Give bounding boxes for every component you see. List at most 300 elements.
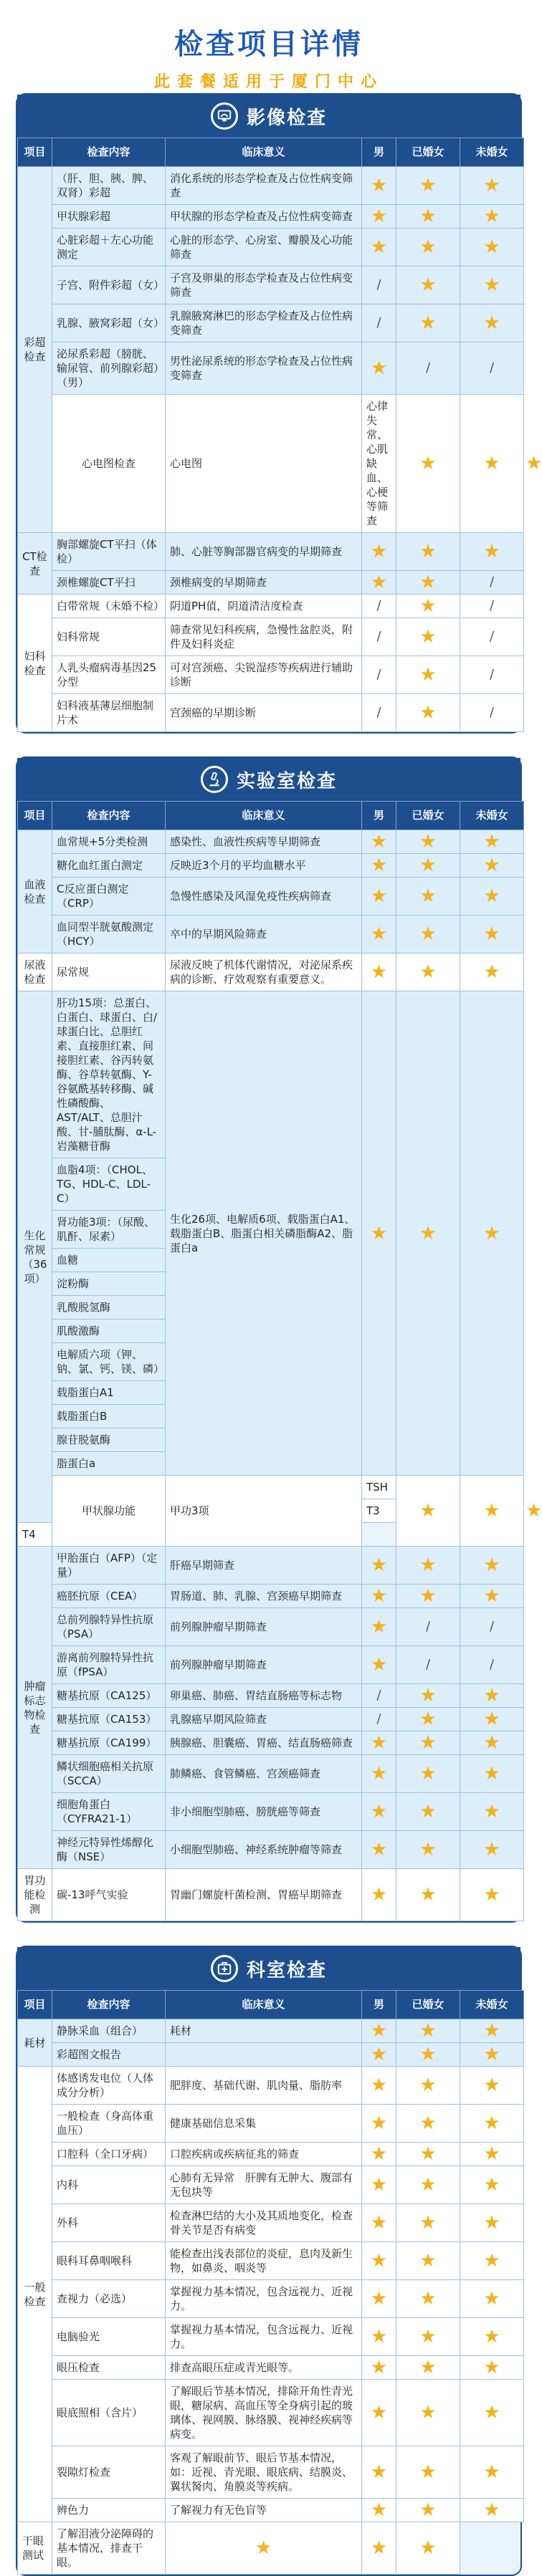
- table-row: [18, 1793, 524, 1831]
- microscope-icon: [201, 766, 228, 793]
- column-header-married-female: 已婚女: [396, 138, 460, 167]
- star-icon: ★: [419, 595, 437, 617]
- star-icon: [362, 915, 396, 953]
- star-icon: [460, 2280, 524, 2318]
- star-icon: [396, 229, 460, 266]
- item-cell: C反应蛋白测定（CRP）: [52, 878, 166, 915]
- item-cell: 载脂蛋白A1: [52, 1381, 166, 1405]
- item-cell: 血同型半胱氨酸测定（HCY）: [52, 915, 166, 953]
- item-cell: 血脂4项：（CHOL、TG、HDL-C、LDL-C）: [52, 1158, 166, 1211]
- star-icon: ★: [483, 923, 500, 945]
- meaning-cell: 急慢性感染及风湿免疫性疾病筛查: [166, 878, 362, 915]
- column-header-meaning: 临床意义: [166, 802, 362, 830]
- meaning-cell: 消化系统的形态学检查及占位性病变筛查: [166, 167, 362, 205]
- star-icon: [396, 618, 460, 656]
- star-icon: [362, 1793, 396, 1831]
- star-icon: ★: [419, 2461, 437, 2483]
- star-icon: ★: [483, 1685, 500, 1706]
- star-icon: [396, 2522, 460, 2575]
- section-title: 影像检查: [246, 107, 327, 129]
- item-cell: 糖基抗原（CA199）: [52, 1731, 166, 1755]
- star-icon: [396, 878, 460, 915]
- star-icon: ★: [370, 1763, 388, 1784]
- star-icon: ★: [370, 2288, 388, 2310]
- not-applicable-mark: /: [489, 598, 495, 613]
- star-icon: ★: [370, 1732, 388, 1754]
- star-icon: [362, 2356, 396, 2380]
- star-icon: [362, 1869, 396, 1921]
- table-row: [18, 1731, 524, 1755]
- star-icon: ★: [419, 1839, 437, 1860]
- column-header-meaning: 临床意义: [166, 138, 362, 167]
- unmarried-cell: [460, 694, 524, 732]
- table-row: [18, 1708, 524, 1731]
- table-row: [18, 2166, 524, 2204]
- star-icon: [362, 2043, 396, 2067]
- star-icon: [396, 2499, 460, 2522]
- star-icon: ★: [419, 702, 437, 724]
- star-icon: ★: [419, 1222, 437, 1244]
- meaning-cell: 乳腺腋窝淋巴的形态学检查及占位性病变筛查: [166, 304, 362, 342]
- star-icon: ★: [370, 1585, 388, 1607]
- meaning-cell: 非小细胞型肺癌、膀胱癌等筛查: [166, 1793, 362, 1831]
- star-icon: ★: [370, 2326, 388, 2347]
- item-cell: 肝功15项：总蛋白、白蛋白、球蛋白、白/球蛋白比、总胆红素、直接胆红素、间接胆红素、谷丙转氨酶、谷草转氨酶、Y-谷氨酰基转移酶、碱性磷酸酶、AST/ALT、总胆汁酸、甘-脯肽酶、α-L-岩藻糖苷酶: [52, 991, 166, 1158]
- star-icon: [362, 2242, 396, 2280]
- section-header: [17, 1947, 520, 1990]
- category-cell: CT检查: [18, 533, 52, 595]
- item-cell: 游离前列腺特异性抗原（fPSA）: [52, 1646, 166, 1684]
- star-icon: [460, 2242, 524, 2280]
- table-row: [18, 618, 524, 656]
- star-icon: [460, 205, 524, 229]
- star-icon: ★: [419, 2143, 437, 2165]
- table-row: [18, 167, 524, 205]
- star-icon: [362, 1547, 396, 1585]
- star-icon: ★: [483, 541, 500, 562]
- star-icon: ★: [483, 1554, 500, 1576]
- meaning-cell: 前列腺肿瘤早期筛查: [166, 1646, 362, 1684]
- star-icon: [460, 266, 524, 304]
- table-row: [18, 2522, 524, 2575]
- item-cell: 碳-13呼气实验: [52, 1869, 166, 1921]
- table-row: [18, 395, 524, 533]
- table-row: [18, 694, 524, 732]
- star-icon: [460, 229, 524, 266]
- star-icon: ★: [370, 2113, 388, 2134]
- star-icon: [460, 1793, 524, 1831]
- star-icon: ★: [370, 1884, 388, 1905]
- not-applicable-mark: /: [489, 705, 495, 720]
- male-cell: [362, 1684, 396, 1708]
- table-row: [18, 2242, 524, 2280]
- star-icon: [460, 854, 524, 878]
- star-icon: [460, 2166, 524, 2204]
- meaning-cell: 感染性、血液性疾病等早期筛查: [166, 830, 362, 854]
- star-icon: [362, 953, 396, 991]
- star-icon: ★: [419, 1585, 437, 1607]
- table-row: [18, 342, 524, 395]
- meaning-cell: 心脏的形态学、心房室、瓣膜及心功能筛查: [166, 229, 362, 266]
- item-cell: 电解质六项（钾、钠、氯、钙、镁、磷）: [52, 1343, 166, 1381]
- star-icon: [396, 571, 460, 595]
- item-cell: 子宫、附件彩超（女）: [52, 266, 166, 304]
- category-cell: 胃功能检测: [18, 1869, 52, 1921]
- column-header-male: 男: [362, 138, 396, 167]
- star-icon: ★: [483, 2402, 500, 2423]
- item-cell: 肌酸激酶: [52, 1320, 166, 1343]
- star-icon: [166, 2522, 362, 2575]
- item-cell: 腺苷脱氨酶: [52, 1428, 166, 1452]
- table-row: [18, 1547, 524, 1585]
- star-icon: [460, 830, 524, 854]
- star-icon: ★: [419, 885, 437, 907]
- item-cell: 口腔科（全口牙病）: [52, 2143, 166, 2166]
- item-cell: 心脏彩超＋左心功能测定: [52, 229, 166, 266]
- exam-table: [17, 138, 542, 732]
- category-cell: 一般检查: [18, 2067, 52, 2522]
- star-icon: [460, 2499, 524, 2522]
- item-cell: （肝、胆、胰、脾、双肾）彩超: [52, 167, 166, 205]
- star-icon: [460, 1684, 524, 1708]
- item-cell: 妇科液基薄层细胞制片术: [52, 694, 166, 732]
- meaning-cell: 心肺有无异常 肝脾有无肿大、腹部有无包块等: [166, 2166, 362, 2204]
- meaning-cell: 小细胞型肺癌、神经系统肿瘤等筛查: [166, 1831, 362, 1869]
- column-header-married-female: 已婚女: [396, 802, 460, 830]
- star-icon: ★: [483, 831, 500, 852]
- table-row: [18, 2143, 524, 2166]
- star-icon: ★: [370, 2402, 388, 2423]
- star-icon: ★: [419, 312, 437, 334]
- item-cell: 载脂蛋白B: [52, 1405, 166, 1428]
- star-icon: [396, 1684, 460, 1708]
- star-icon: [362, 2067, 396, 2105]
- star-icon: [362, 229, 396, 266]
- meaning-cell: 乳腺癌早期风险筛查: [166, 1708, 362, 1731]
- star-icon: ★: [526, 1500, 542, 1522]
- star-icon: [396, 2019, 460, 2043]
- meaning-cell: 肝癌早期筛查: [166, 1547, 362, 1585]
- star-icon: ★: [419, 453, 437, 474]
- meaning-cell: 掌握视力基本情况，包含远视力、近视力。: [166, 2318, 362, 2356]
- star-icon: [460, 1755, 524, 1793]
- section-card: [16, 1946, 522, 2576]
- not-applicable-mark: /: [489, 1619, 495, 1634]
- star-icon: ★: [419, 961, 437, 983]
- table-row: [18, 1831, 524, 1869]
- star-icon: ★: [419, 1708, 437, 1730]
- star-icon: ★: [419, 541, 437, 562]
- star-icon: [362, 205, 396, 229]
- item-cell: 裂隙灯检查: [52, 2446, 166, 2499]
- star-icon: ★: [483, 206, 500, 227]
- star-icon: [362, 830, 396, 854]
- star-icon: ★: [370, 2143, 388, 2165]
- table-row: [18, 830, 524, 854]
- star-icon: ★: [483, 2113, 500, 2134]
- star-icon: ★: [370, 1616, 388, 1638]
- item-cell: 外科: [52, 2204, 166, 2242]
- star-icon: [362, 2204, 396, 2242]
- meaning-cell: 子宫及卵巢的形态学检查及占位性病变筛查: [166, 266, 362, 304]
- not-applicable-mark: /: [376, 1711, 381, 1726]
- star-icon: [396, 1731, 460, 1755]
- star-icon: [362, 1608, 396, 1646]
- item-cell: 甲胎蛋白（AFP）（定量）: [52, 1547, 166, 1585]
- star-icon: [460, 2105, 524, 2143]
- star-icon: ★: [483, 2212, 500, 2234]
- table-row: [18, 205, 524, 229]
- star-icon: [396, 2043, 460, 2067]
- not-applicable-mark: /: [489, 360, 495, 375]
- meaning-cell: 肺鳞癌、食管鳞癌、宫颈癌筛查: [166, 1755, 362, 1793]
- star-icon: [396, 854, 460, 878]
- unmarried-cell: [460, 656, 524, 694]
- star-icon: [362, 1731, 396, 1755]
- meaning-cell: 胃肠道、肺、乳腺、宫颈癌早期筛查: [166, 1585, 362, 1608]
- star-icon: [460, 533, 524, 571]
- item-cell: 鳞状细胞癌相关抗原（SCCA）: [52, 1755, 166, 1793]
- item-cell: 乳腺、腋窝彩超（女）: [52, 304, 166, 342]
- star-icon: ★: [483, 1801, 500, 1822]
- star-icon: ★: [370, 961, 388, 983]
- meaning-cell: 尿液反映了机体代谢情况，对泌尿系疾病的诊断、疗效观察有重要意义。: [166, 953, 362, 991]
- page-title: 检查项目详情: [174, 28, 363, 61]
- star-icon: [460, 991, 524, 1476]
- meaning-cell: 宫颈癌的早期诊断: [166, 694, 362, 732]
- star-icon: ★: [370, 236, 388, 258]
- item-cell: 血糖: [52, 1249, 166, 1272]
- meaning-cell: 可对宫颈癌、尖锐湿疹等疾病进行辅助诊断: [166, 656, 362, 694]
- star-icon: ★: [419, 2499, 437, 2521]
- item-cell: 干眼测试: [18, 2522, 52, 2575]
- item-cell: 泌尿系彩超（膀胱、输尿管、前列腺彩超）（男）: [52, 342, 166, 395]
- star-icon: ★: [526, 453, 542, 474]
- item-cell: 甲功3项: [166, 1476, 362, 1547]
- star-icon: ★: [483, 175, 500, 196]
- item-cell: 胸部螺旋CT平扫（体检）: [52, 533, 166, 571]
- star-icon: ★: [419, 2357, 437, 2378]
- table-row: [18, 854, 524, 878]
- star-icon: ★: [419, 175, 437, 196]
- married-cell: [396, 1608, 460, 1646]
- star-icon: ★: [483, 2075, 500, 2096]
- star-icon: ★: [370, 2250, 388, 2272]
- star-icon: ★: [419, 236, 437, 258]
- section-header: [17, 758, 520, 801]
- star-icon: ★: [370, 1554, 388, 1576]
- category-cell: 生化常规（36项）: [18, 991, 52, 1523]
- star-icon: [460, 167, 524, 205]
- star-icon: [362, 2280, 396, 2318]
- star-icon: [396, 1869, 460, 1921]
- star-icon: [396, 2105, 460, 2143]
- star-icon: ★: [419, 2326, 437, 2347]
- star-icon: [362, 571, 396, 595]
- star-icon: [396, 304, 460, 342]
- not-applicable-mark: /: [376, 629, 381, 644]
- category-cell: 妇科检查: [18, 595, 52, 732]
- star-icon: ★: [483, 236, 500, 258]
- star-icon: ★: [483, 1839, 500, 1860]
- star-icon: [460, 395, 524, 533]
- star-icon: ★: [419, 1500, 437, 1522]
- star-icon: [396, 2318, 460, 2356]
- table-row: [18, 878, 524, 915]
- star-icon: [396, 533, 460, 571]
- star-icon: [396, 1585, 460, 1608]
- star-icon: [396, 1793, 460, 1831]
- item-cell: 癌胚抗原（CEA）: [52, 1585, 166, 1608]
- table-row: [18, 571, 524, 595]
- table-row: [18, 266, 524, 304]
- star-icon: [460, 2043, 524, 2067]
- star-icon: [396, 2166, 460, 2204]
- male-cell: [362, 656, 396, 694]
- male-cell: [362, 595, 396, 618]
- star-icon: [362, 1646, 396, 1684]
- column-header-male: 男: [362, 802, 396, 830]
- item-cell: 体感诱发电位（人体成分分析）: [52, 2067, 166, 2105]
- category-cell: 血液检查: [18, 830, 52, 953]
- meaning-cell: 了解泪液分泌障碍的基本情况，排查干眼。: [52, 2522, 166, 2575]
- star-icon: ★: [483, 453, 500, 474]
- meaning-cell: 肥胖度、基础代谢、肌肉量、脂肪率: [166, 2067, 362, 2105]
- star-icon: ★: [419, 2113, 437, 2134]
- category-cell: 甲状腺功能: [52, 1476, 166, 1547]
- item-cell: 尿常规: [52, 953, 166, 991]
- category-cell: 耗材: [18, 2019, 52, 2067]
- not-applicable-mark: /: [376, 277, 381, 292]
- table-row: [18, 2499, 524, 2522]
- category-cell: 彩超检查: [18, 167, 52, 533]
- item-cell: 血常规+5分类检测: [52, 830, 166, 854]
- table-row: [18, 1755, 524, 1793]
- item-cell: 眼科耳鼻咽喉科: [52, 2242, 166, 2280]
- meaning-cell: 卒中的早期风险筛查: [166, 915, 362, 953]
- star-icon: ★: [370, 2174, 388, 2196]
- star-icon: ★: [370, 831, 388, 852]
- not-applicable-mark: /: [489, 667, 495, 682]
- not-applicable-mark: /: [376, 598, 381, 613]
- star-icon: ★: [483, 1763, 500, 1784]
- star-icon: [396, 266, 460, 304]
- not-applicable-mark: /: [489, 1657, 495, 1672]
- star-icon: [460, 2204, 524, 2242]
- table-row: [18, 2019, 524, 2043]
- star-icon: ★: [419, 855, 437, 876]
- meaning-cell: 筛查常见妇科疾病，急慢性盆腔炎，附件及妇科炎症: [166, 618, 362, 656]
- married-cell: [396, 1646, 460, 1684]
- star-icon: ★: [419, 206, 437, 227]
- star-icon: [362, 1831, 396, 1869]
- star-icon: [362, 342, 396, 395]
- star-icon: ★: [483, 2357, 500, 2378]
- medical-kit-icon: [211, 1955, 238, 1982]
- table-row: [18, 1608, 524, 1646]
- star-icon: [460, 1708, 524, 1731]
- table-row: [18, 2318, 524, 2356]
- star-icon: ★: [370, 206, 388, 227]
- star-icon: ★: [483, 1708, 500, 1730]
- table-row: [18, 2204, 524, 2242]
- table-row: [18, 2446, 524, 2499]
- star-icon: [396, 694, 460, 732]
- star-icon: [460, 2380, 524, 2446]
- item-cell: 糖基抗原（CA125）: [52, 1684, 166, 1708]
- meaning-cell: 胰腺癌、胆囊癌、胃癌、结直肠癌筛查: [166, 1731, 362, 1755]
- item-cell: 查视力（必选）: [52, 2280, 166, 2318]
- star-icon: [460, 1831, 524, 1869]
- star-icon: ★: [419, 1732, 437, 1754]
- item-cell: 辨色力: [52, 2499, 166, 2522]
- meaning-cell: 排查高眼压症或青光眼等。: [166, 2356, 362, 2380]
- star-icon: ★: [419, 2020, 437, 2042]
- column-header-category: 项目: [18, 1991, 52, 2019]
- star-icon: ★: [419, 2250, 437, 2272]
- star-icon: ★: [483, 855, 500, 876]
- table-row: [18, 2105, 524, 2143]
- star-icon: [396, 1755, 460, 1793]
- star-icon: [362, 878, 396, 915]
- meaning-cell: T4: [18, 1523, 52, 1547]
- page-subtitle: 此套餐适用于厦门中心: [153, 73, 384, 91]
- column-header-unmarried-female: 未婚女: [460, 1991, 524, 2019]
- star-icon: ★: [370, 923, 388, 945]
- star-icon: ★: [370, 2499, 388, 2521]
- meaning-cell: 耗材: [166, 2019, 362, 2043]
- star-icon: [362, 533, 396, 571]
- star-icon: [396, 1708, 460, 1731]
- star-icon: [460, 1869, 524, 1921]
- column-header-category: 项目: [18, 802, 52, 830]
- item-cell: 妇科常规: [52, 618, 166, 656]
- star-icon: ★: [483, 1585, 500, 1607]
- not-applicable-mark: /: [376, 1688, 381, 1703]
- column-header-married-female: 已婚女: [396, 1991, 460, 2019]
- star-icon: ★: [370, 2075, 388, 2096]
- column-header-item: 检查内容: [52, 138, 166, 167]
- star-icon: [460, 2143, 524, 2166]
- item-cell: 眼压检查: [52, 2356, 166, 2380]
- meaning-cell: 掌握视力基本情况，包含远视力、近视力。: [166, 2280, 362, 2318]
- item-cell: 肾功能3项：（尿酸、肌酐、尿素）: [52, 1211, 166, 1249]
- table-header-row: [18, 138, 524, 167]
- star-icon: ★: [483, 2499, 500, 2521]
- meaning-cell: 生化26项、电解质6项、载脂蛋白A1、载脂蛋白B、脂蛋白相关磷脂酶A2、脂蛋白a: [166, 991, 362, 1476]
- meaning-cell: 甲状腺的形态学检查及占位性病变筛查: [166, 205, 362, 229]
- star-icon: [460, 1585, 524, 1608]
- star-icon: [460, 304, 524, 342]
- meaning-cell: 健康基础信息采集: [166, 2105, 362, 2143]
- meaning-cell: 肺、心脏等胸部器官病变的早期筛查: [166, 533, 362, 571]
- star-icon: [460, 1547, 524, 1585]
- exam-table: [17, 1990, 524, 2575]
- meaning-cell: 颈椎病变的早期筛查: [166, 571, 362, 595]
- star-icon: [362, 2446, 396, 2499]
- star-icon: ★: [483, 1884, 500, 1905]
- star-icon: ★: [419, 626, 437, 648]
- category-cell: 肿瘤标志物检查: [18, 1547, 52, 1869]
- star-icon: [396, 167, 460, 205]
- star-icon: ★: [370, 2212, 388, 2234]
- meaning-cell: 阴道PH值，阴道清洁度检查: [166, 595, 362, 618]
- star-icon: [460, 1476, 524, 1547]
- star-icon: [362, 167, 396, 205]
- column-header-male: 男: [362, 1991, 396, 2019]
- column-header-item: 检查内容: [52, 1991, 166, 2019]
- meaning-cell: 卵巢癌、肺癌、胃结直肠癌等标志物: [166, 1684, 362, 1708]
